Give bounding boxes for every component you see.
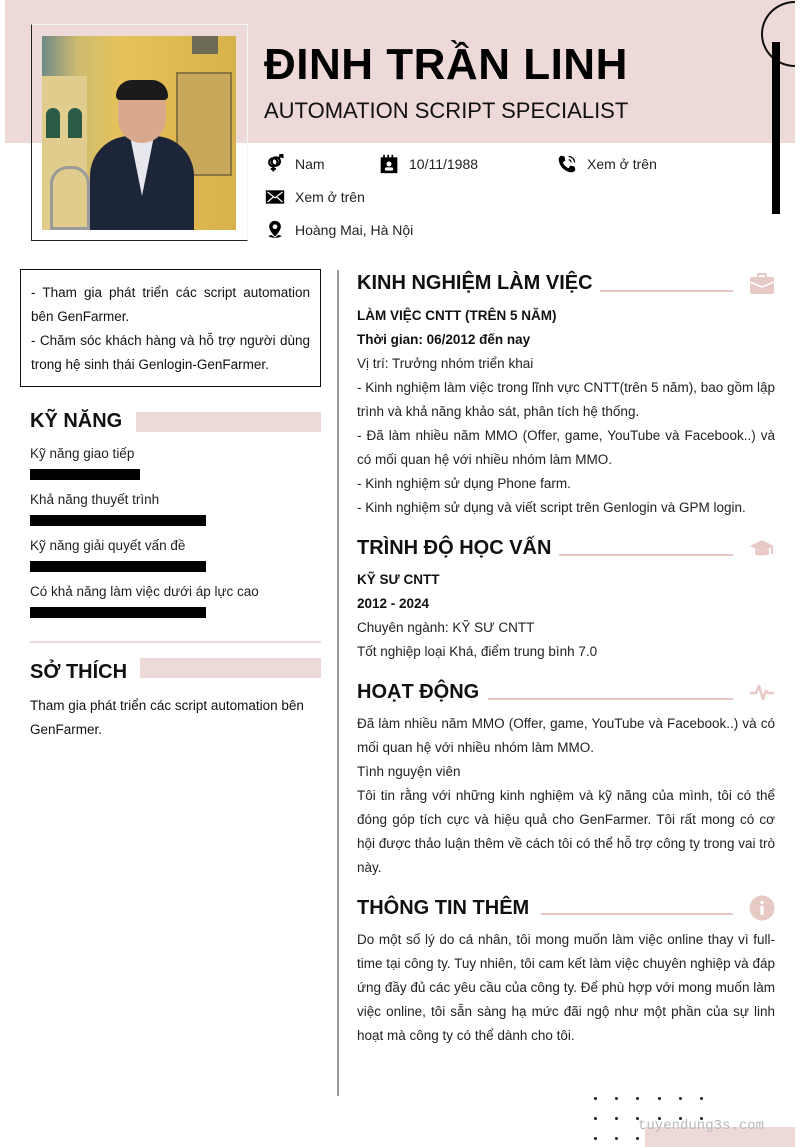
- experience-detail: - Kinh nghiệm làm việc trong lĩnh vực CNTT(trên 5 năm), bao gồm lập trình và khả năng khảo sát, phân tích hệ thống.: [357, 380, 775, 419]
- phone-value: Xem ở trên: [587, 156, 657, 172]
- education-major: Chuyên ngành: KỸ SƯ CNTT: [357, 620, 535, 635]
- activity-line: Đã làm nhiều năm MMO (Offer, game, YouTube và Facebook..) và có mối quan hệ với nhiều nhóm làm MMO.: [357, 716, 775, 755]
- gender-value: Nam: [295, 156, 325, 172]
- contact-gender: [265, 154, 325, 174]
- education-degree: KỸ SƯ CNTT: [357, 572, 440, 587]
- email-value: Xem ở trên: [295, 189, 365, 205]
- skill-bar: [30, 561, 206, 572]
- experience-detail: - Kinh nghiệm sử dụng và viết script trên Genlogin và GPM login.: [357, 500, 746, 515]
- experience-detail: - Đã làm nhiều năm MMO (Offer, game, YouTube và Facebook..) và có mối quan hệ với nhiều nhóm làm MMO.: [357, 428, 775, 467]
- hobbies-heading-bar: [140, 658, 321, 678]
- skill-bar: [30, 469, 140, 480]
- graduation-cap-icon: [749, 536, 775, 562]
- experience-heading: KINH NGHIỆM LÀM VIỆC: [357, 272, 593, 294]
- job-title: AUTOMATION SCRIPT SPECIALIST: [264, 98, 629, 123]
- profile-photo: [42, 36, 236, 230]
- experience-heading-line: [600, 290, 733, 292]
- activities-body: [357, 712, 775, 880]
- education-heading: TRÌNH ĐỘ HỌC VẤN: [357, 537, 552, 559]
- activity-line: Tình nguyện viên: [357, 764, 461, 779]
- column-divider: [337, 270, 339, 1096]
- contact-birthday: [379, 154, 478, 174]
- skill-label: Có khả năng làm việc dưới áp lực cao: [30, 584, 259, 599]
- hobbies-heading: SỞ THÍCH: [30, 661, 128, 683]
- location-pin-icon: [265, 220, 285, 240]
- watermark: tuyendung3s.com: [638, 1118, 765, 1134]
- experience-company: LÀM VIỆC CNTT (TRÊN 5 NĂM): [357, 308, 557, 323]
- birthday-value: 10/11/1988: [409, 156, 479, 172]
- skill-bar: [30, 515, 206, 526]
- calendar-icon: [379, 154, 399, 174]
- gender-icon: [265, 154, 285, 174]
- activity-line: Tôi tin rằng với những kinh nghiệm và kỹ năng của mình, tôi có thể đóng góp tích cực và hiệu quả cho GenFarmer. Tôi rất mong có cơ hội được thảo luận thêm về cách tôi có thể hỗ trợ công ty trong vai trò này.: [357, 788, 775, 875]
- left-divider: [30, 641, 321, 643]
- objective-line: - Tham gia phát triển các script automation bên GenFarmer.: [31, 285, 310, 324]
- additional-heading: THÔNG TIN THÊM: [357, 897, 530, 919]
- career-objective-box: [20, 269, 321, 387]
- experience-body: [357, 304, 775, 520]
- additional-heading-line: [541, 913, 733, 915]
- contact-phone: [557, 154, 657, 174]
- skills-heading-bar: [136, 412, 321, 432]
- envelope-icon: [265, 187, 285, 207]
- activities-heading-line: [488, 698, 733, 700]
- education-result: Tốt nghiệp loại Khá, điểm trung bình 7.0: [357, 644, 598, 659]
- additional-body: Do một số lý do cá nhân, tôi mong muốn làm việc online thay vì full-time tại công ty. Tuy nhiên, tôi cam kết làm việc chuyên nghiệp và đáp ứng đầy đủ các yêu cầu của công ty. Để phù hợp với mong muốn làm việc online, tôi sẵn sàng hạ mức đãi ngộ như một phần của sự linh hoạt mà công ty có thể dành cho tôi.: [357, 932, 775, 1043]
- contact-address: [265, 220, 413, 240]
- experience-period: Thời gian: 06/2012 đến nay: [357, 332, 531, 347]
- experience-detail: - Kinh nghiệm sử dụng Phone farm.: [357, 476, 571, 491]
- phone-icon: [557, 154, 577, 174]
- candidate-name: ĐINH TRẦN LINH: [264, 40, 628, 89]
- skill-label: Kỹ năng giải quyết vấn đề: [30, 538, 186, 553]
- education-body: [357, 568, 775, 664]
- pulse-icon: [749, 680, 775, 706]
- activities-heading: HOẠT ĐỘNG: [357, 681, 480, 703]
- decorative-bar: [772, 42, 780, 214]
- briefcase-icon: [749, 271, 775, 297]
- address-value: Hoàng Mai, Hà Nội: [295, 222, 414, 238]
- skills-heading: KỸ NĂNG: [30, 410, 123, 432]
- objective-line: - Chăm sóc khách hàng và hỗ trợ người dùng trong hệ sinh thái Genlogin-GenFarmer.: [31, 333, 310, 372]
- education-period: 2012 - 2024: [357, 596, 430, 611]
- contact-email: [265, 187, 365, 207]
- info-icon: [749, 895, 775, 921]
- skill-bar: [30, 607, 206, 618]
- experience-position: Vị trí: Trưởng nhóm triển khai: [357, 356, 534, 371]
- skill-label: Kỹ năng giao tiếp: [30, 446, 135, 461]
- skill-label: Khả năng thuyết trình: [30, 492, 160, 507]
- education-heading-line: [559, 554, 733, 556]
- hobbies-text: Tham gia phát triển các script automation bên GenFarmer.: [30, 698, 304, 737]
